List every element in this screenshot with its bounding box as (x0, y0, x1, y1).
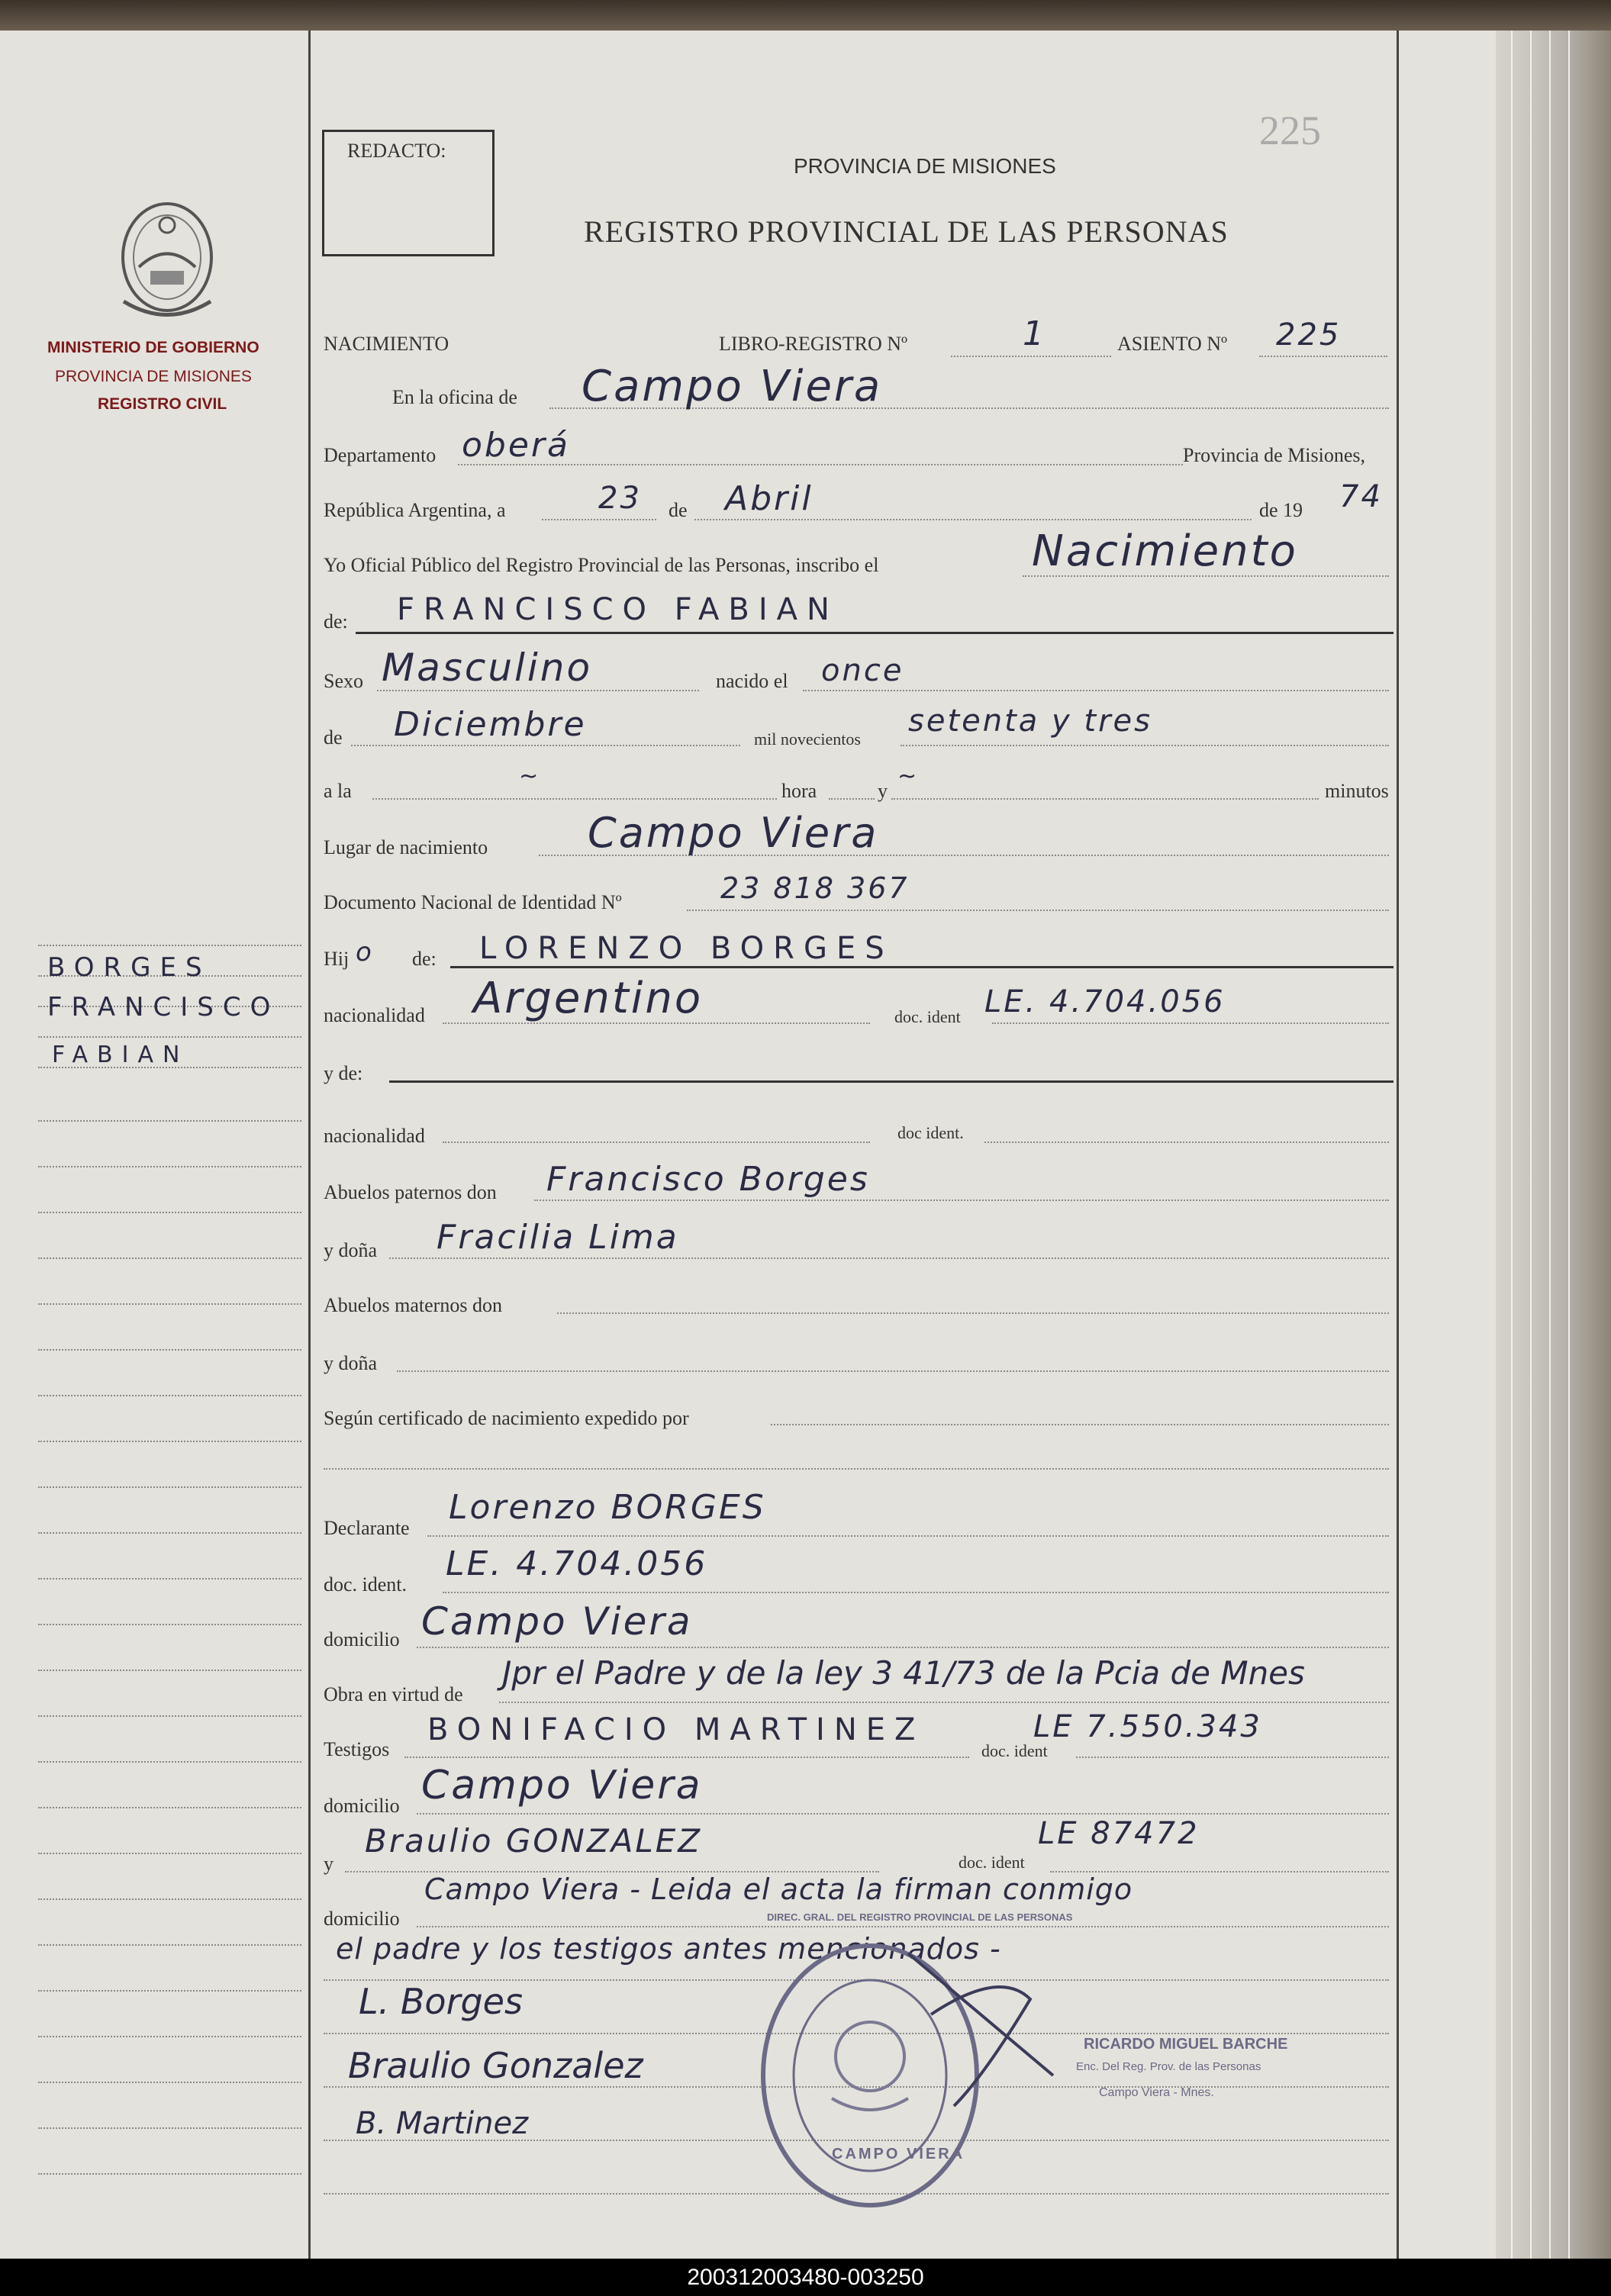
value-sexo: Masculino (382, 646, 593, 690)
label-sexo: Sexo (324, 670, 363, 692)
label-yo-oficial: Yo Oficial Público del Registro Provincial de las Personas, inscribo el (324, 554, 879, 576)
sheet-number: 225 (1259, 108, 1321, 153)
label-domicilio-declarante: domicilio (324, 1628, 400, 1650)
label-hijo-de: de: (412, 948, 437, 970)
label-hijo: Hij (324, 948, 350, 970)
sidebar-registry: REGISTRO CIVIL (98, 395, 227, 413)
value-doc-testigo1: LE 7.550.343 (1033, 1709, 1262, 1744)
sidebar-ministry: MINISTERIO DE GOBIERNO (47, 339, 259, 356)
label-doc-ident-testigo1: doc. ident (981, 1741, 1048, 1760)
value-nacido-mes: Diciembre (394, 705, 587, 744)
value-oficina: Campo Viera (582, 362, 883, 411)
value-abuela-paterna: Fracilia Lima (437, 1218, 679, 1257)
label-asiento: ASIENTO Nº (1117, 333, 1228, 355)
value-declarante: Lorenzo BORGES (449, 1488, 766, 1527)
label-doc-ident: doc. ident (894, 1007, 961, 1026)
value-nacionalidad-padre: Argentino (473, 974, 704, 1023)
label-doc-ident-declarante: doc. ident. (324, 1573, 408, 1596)
value-documento: 23 818 367 (720, 871, 910, 905)
label-libro: LIBRO-REGISTRO Nº (719, 333, 908, 355)
seal-place: CAMPO VIERA (832, 2146, 965, 2162)
value-dia: 23 (598, 481, 642, 516)
official-seal (756, 1923, 1061, 2213)
value-abuelo-paterno: Francisco Borges (546, 1160, 870, 1199)
value-nacido-anio: setenta y tres (908, 704, 1152, 739)
label-domicilio-testigo2: domicilio (324, 1908, 400, 1930)
signature-testigo2: Braulio Gonzalez (348, 2045, 643, 2086)
value-nombre: FRANCISCO FABIAN (397, 592, 839, 627)
sidebar-second-name: FABIAN (52, 1042, 189, 1068)
value-domicilio-testigo1: Campo Viera (421, 1763, 703, 1808)
label-provincia-misiones: Provincia de Misiones, (1183, 444, 1366, 466)
sidebar-surname: BORGES (47, 952, 211, 983)
value-padre: LORENZO BORGES (479, 931, 894, 966)
label-lugar: Lugar de nacimiento (324, 836, 488, 858)
sidebar-first-name: FRANCISCO (47, 992, 280, 1022)
label-oficina: En la oficina de (392, 386, 517, 408)
hijo-suffix: o (356, 937, 374, 968)
value-nacido-dia: once (821, 653, 904, 688)
value-testigo2: Braulio GONZALEZ (365, 1822, 703, 1860)
label-y-de: y de: (324, 1062, 363, 1084)
label-segun: Según certificado de nacimiento expedido por (324, 1407, 689, 1429)
label-domicilio-testigo1: domicilio (324, 1795, 400, 1817)
label-de: de (669, 499, 688, 521)
value-departamento: oberá (462, 426, 570, 465)
label-obra: Obra en virtud de (324, 1683, 463, 1705)
label-y-testigo2: y (324, 1853, 333, 1875)
label-nacionalidad: nacionalidad (324, 1004, 425, 1026)
signature-testigo1: B. Martinez (356, 2106, 529, 2141)
label-abuelos-paternos: Abuelos paternos don (324, 1181, 497, 1203)
value-domicilio-testigo2: Campo Viera - Leida el acta la firman conmigo (424, 1873, 1133, 1906)
label-testigos: Testigos (324, 1738, 390, 1760)
label-nacimiento: NACIMIENTO (324, 333, 449, 355)
label-minutos: minutos (1325, 780, 1389, 802)
label-documento: Documento Nacional de Identidad Nº (324, 891, 622, 913)
redacto-label: REDACTO: (347, 140, 446, 162)
label-y-dona: y doña (324, 1239, 378, 1261)
right-margin-rule (1397, 31, 1399, 2266)
label-de-mes: de (324, 726, 343, 749)
label-abuelos-maternos: Abuelos maternos don (324, 1294, 502, 1316)
label-mil: mil novecientos (754, 729, 861, 749)
officer-role: Enc. Del Reg. Prov. de las Personas (1076, 2060, 1261, 2073)
book-top-edge (0, 0, 1611, 31)
value-doc-declarante: LE. 4.704.056 (446, 1544, 708, 1583)
value-minutos: ~ (897, 763, 920, 790)
label-hora: hora (781, 780, 817, 802)
label-y: y (878, 780, 888, 802)
header-province: PROVINCIA DE MISIONES (794, 154, 1056, 178)
seal-text: DIREC. GRAL. DEL REGISTRO PROVINCIAL DE LAS PERSONAS (767, 1911, 1073, 1923)
value-tipo: Nacimiento (1032, 527, 1298, 576)
officer-name: RICARDO MIGUEL BARCHE (1084, 2036, 1288, 2053)
sidebar-province: PROVINCIA DE MISIONES (55, 368, 252, 385)
value-libro: 1 (1023, 314, 1046, 353)
label-republica: República Argentina, a (324, 499, 506, 521)
value-testigo1: BONIFACIO MARTINEZ (427, 1712, 925, 1747)
label-doc-ident-testigo2: doc. ident (959, 1853, 1025, 1872)
value-domicilio-declarante: Campo Viera (421, 1599, 693, 1644)
signature-declarante: L. Borges (359, 1981, 523, 2022)
label-de-nombre: de: (324, 610, 348, 633)
value-hora: ~ (519, 763, 541, 790)
seal-icon (756, 1923, 1061, 2213)
page-title: REGISTRO PROVINCIAL DE LAS PERSONAS (584, 214, 1229, 249)
label-departamento: Departamento (324, 444, 437, 466)
left-margin-rule (308, 31, 311, 2266)
label-nacido: nacido el (716, 670, 788, 692)
coat-of-arms-icon (108, 195, 227, 320)
officer-place: Campo Viera - Mnes. (1099, 2086, 1214, 2099)
footer-id: 200312003480-003250 (687, 2265, 924, 2290)
value-anio: 74 (1339, 479, 1383, 514)
value-doc-padre: LE. 4.704.056 (984, 984, 1226, 1019)
book-page-edges (1496, 31, 1611, 2259)
redacto-box (322, 130, 495, 256)
value-obra: Jpr el Padre y de la ley 3 41/73 de la Pcia de Mnes (502, 1654, 1305, 1692)
label-a-la: a la (324, 780, 352, 802)
value-mes: Abril (725, 479, 814, 518)
value-doc-testigo2: LE 87472 (1038, 1816, 1200, 1851)
value-cierre: el padre y los testigos antes mencionados - (336, 1932, 1001, 1966)
label-y-dona-materna: y doña (324, 1352, 378, 1374)
label-declarante: Declarante (324, 1517, 410, 1539)
value-lugar: Campo Viera (588, 809, 879, 857)
label-doc-ident-madre: doc ident. (897, 1123, 964, 1142)
label-de-anio: de 19 (1259, 499, 1303, 521)
label-nacionalidad-madre: nacionalidad (324, 1125, 425, 1147)
footer-bar (0, 2259, 1611, 2296)
value-asiento: 225 (1276, 317, 1342, 353)
